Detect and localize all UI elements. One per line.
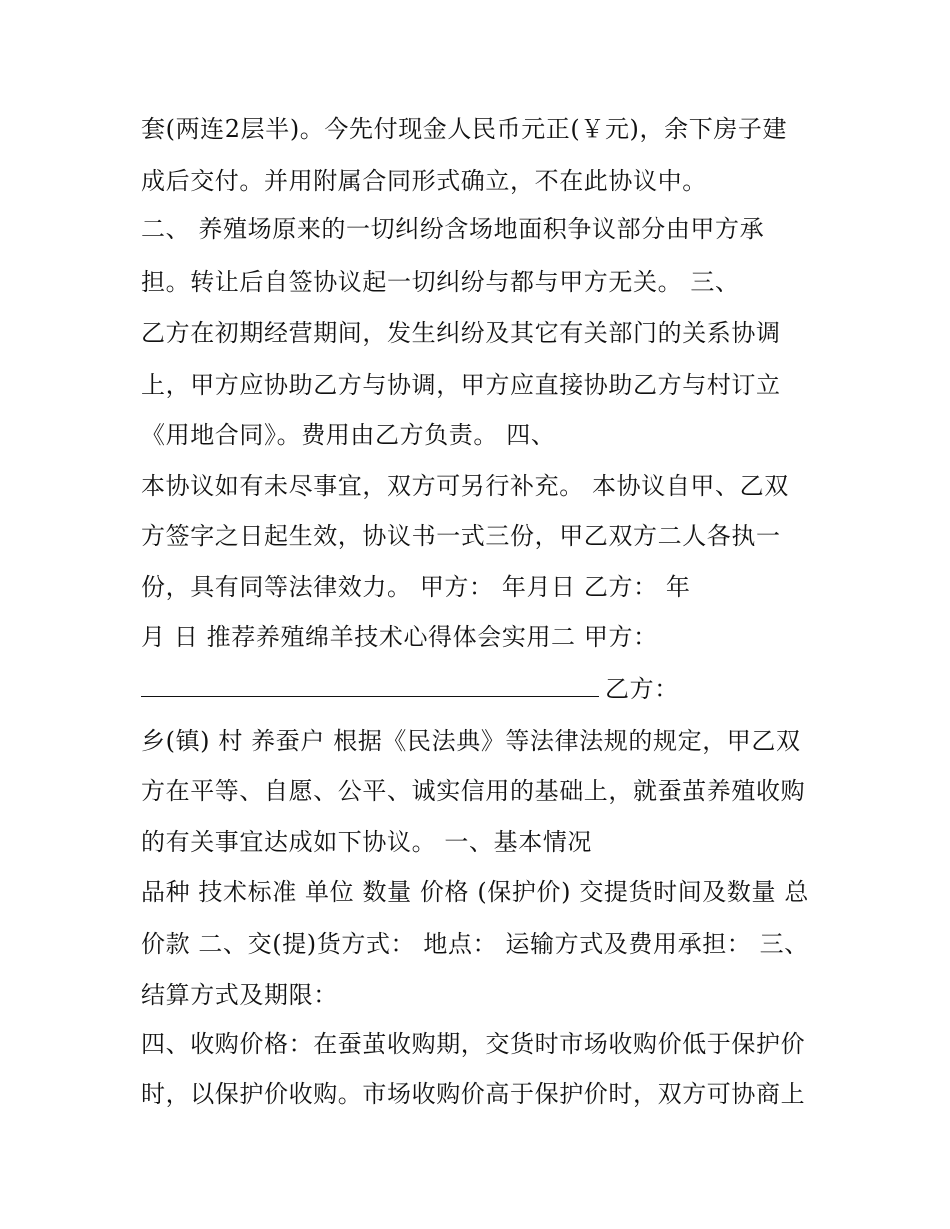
text-line: 乙方在初期经营期间，发生纠纷及其它有关部门的关系协调: [141, 319, 781, 347]
text-line: 方在平等、自愿、公平、诚实信用的基础上，就蚕茧养殖收购: [141, 777, 806, 805]
signature-blank: [141, 674, 599, 697]
text-line: 的有关事宜达成如下协议。 一、基本情况: [141, 828, 593, 856]
text-line: 上，甲方应协助乙方与协调，甲方应直接协助乙方与村订立: [141, 371, 781, 399]
text-line: 本协议如有未尽事宜，双方可另行补充。 本协议自甲、乙双: [141, 472, 789, 500]
text-line: 价款 二、交(提)货方式： 地点： 运输方式及费用承担： 三、: [141, 930, 809, 958]
text-line: 四、收购价格：在蚕茧收购期，交货时市场收购价低于保护价: [141, 1030, 806, 1058]
text-line: 方签字之日起生效，协议书一式三份，甲乙双方二人各执一: [141, 522, 781, 550]
text-line: 份，具有同等法律效力。 甲方： 年月日 乙方： 年: [141, 573, 691, 601]
text-line: 乡(镇) 村 养蚕户 根据《民法典》等法律法规的规定，甲乙双: [141, 727, 801, 755]
text-line: 时，以保护价收购。市场收购价高于保护价时，双方可协商上: [141, 1080, 806, 1108]
text-line: 担。转让后自签协议起一切纠纷与都与甲方无关。 三、: [141, 268, 740, 296]
signature-line: [141, 674, 679, 704]
text-line: 品种 技术标准 单位 数量 价格 (保护价) 交提货时间及数量 总: [141, 878, 809, 906]
party-b-label: 乙方：: [605, 675, 679, 703]
text-line: 结算方式及期限：: [141, 981, 338, 1009]
text-line: 套(两连2层半)。今先付现金人民币元正(￥元)，余下房子建: [141, 115, 788, 143]
text-line: 成后交付。并用附属合同形式确立，不在此协议中。: [141, 167, 707, 195]
text-line: 《用地合同》。费用由乙方负责。 四、: [141, 421, 556, 449]
text-line: 二、 养殖场原来的一切纠纷含场地面积争议部分由甲方承: [141, 215, 765, 243]
text-line: 月 日 推荐养殖绵羊技术心得体会实用二 甲方：: [141, 623, 658, 651]
